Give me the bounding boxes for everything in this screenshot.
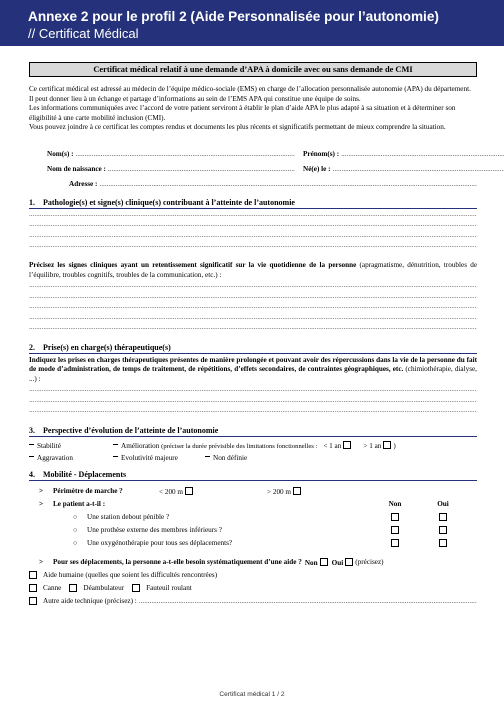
- close-paren: ): [393, 441, 396, 450]
- aide-question: Pour ses déplacements, la personne a-t-elle besoin systématiquement d’une aide ?: [53, 558, 302, 567]
- circle-bullet-icon: ○: [73, 526, 78, 535]
- prenom-label: Prénom(s) :: [303, 149, 340, 158]
- dotted-line: [29, 280, 477, 291]
- option-label: Amélioration: [121, 441, 160, 450]
- circle-bullet-icon: ○: [73, 513, 78, 522]
- autre-aide-row: [29, 595, 477, 608]
- dotted-line: [29, 301, 477, 312]
- aide-humaine-row: [29, 569, 477, 582]
- nom-field[interactable]: [76, 150, 295, 158]
- instruction-lead: Précisez les signes cliniques ayant un retentissement significatif sur la vie quotidienne de la personne: [29, 260, 357, 269]
- evolution-options-row-1: [29, 441, 477, 452]
- naissance-label: Nom de naissance :: [47, 164, 106, 173]
- section-title: Pathologie(s) et signe(s) clinique(s) contribuant à l’atteinte de l’autonomie: [43, 197, 295, 207]
- checkbox: [320, 558, 328, 566]
- perimetre-label: Périmètre de marche ?: [53, 487, 123, 496]
- adresse-field[interactable]: [99, 180, 477, 188]
- pathologie-lines[interactable]: [29, 209, 477, 251]
- dotted-line: [29, 395, 477, 406]
- arrow-marker: >: [39, 500, 44, 509]
- option-non-definie[interactable]: [205, 453, 247, 464]
- dotted-line: [29, 384, 477, 395]
- autre-aide-field[interactable]: [139, 597, 477, 605]
- item-label: Une station debout pénible ?: [87, 513, 170, 522]
- fauteuil-label: Fauteuil roulant: [146, 584, 192, 593]
- option-label: > 200 m: [267, 487, 292, 496]
- perimetre-row: [29, 485, 477, 498]
- arrow-marker: >: [39, 558, 44, 567]
- signes-lines[interactable]: [29, 280, 477, 333]
- prenom-field[interactable]: [341, 150, 504, 158]
- option-label: Oui: [331, 558, 344, 567]
- page-footer: Certificat médical 1 / 2: [219, 691, 285, 698]
- checkbox: [345, 558, 353, 566]
- intro-paragraph: Les informations communiquées avec l’accord de votre patient serviront à établir le plan d’aide APA le plus adapté à sa situation et à déterminer son éligibilité à une carte mobilité inclusion (CMI).: [29, 104, 456, 122]
- checkbox: [343, 441, 351, 449]
- checkbox-mark: [205, 456, 210, 457]
- evolution-options-row-2: [29, 453, 477, 464]
- checkbox-non[interactable]: [391, 526, 399, 534]
- aides-techniques-row: [29, 582, 477, 595]
- option-aide-non[interactable]: [305, 558, 330, 567]
- checkbox-canne[interactable]: [29, 584, 37, 592]
- instruction-lead: Indiquez les prises en charges thérapeutiques présentes de manière prolongée et pouvant avoir des répercussions dans la vie de la personne du fait de mode d’administration, de temps de traitement, de répétitions, d’effets secondaires, de contraintes géographiques, etc.: [29, 355, 477, 374]
- checkbox-fauteuil[interactable]: [132, 584, 140, 592]
- option-label: Aggravation: [37, 453, 73, 462]
- section-1-heading: [29, 198, 477, 209]
- option-label: Non définie: [213, 453, 248, 462]
- checkbox: [293, 487, 301, 495]
- checkbox-mark: [113, 444, 118, 445]
- adresse-label: Adresse :: [69, 179, 98, 188]
- list-item: [29, 524, 477, 537]
- option-aide-oui[interactable]: [332, 558, 356, 567]
- naissance-field[interactable]: [108, 165, 295, 173]
- circle-bullet-icon: ○: [73, 539, 78, 548]
- header-title: Annexe 2 pour le profil 2 (Aide Personnalisée pour l’autonomie): [28, 9, 439, 24]
- dotted-line: [29, 322, 477, 333]
- section-title: Perspective d’évolution de l’atteinte de l’autonomie: [43, 425, 219, 435]
- dotted-line: [29, 230, 477, 241]
- precisez-note: (précisez): [355, 558, 384, 567]
- checkbox-oui[interactable]: [439, 539, 447, 547]
- section-number: 3.: [29, 425, 35, 435]
- option-aggravation[interactable]: [29, 453, 113, 464]
- page-header: [0, 0, 504, 46]
- section-3-heading: [29, 426, 477, 437]
- checkbox-aide-humaine[interactable]: [29, 571, 37, 579]
- item-label: Une oxygénothérapie pour tous ses déplacements?: [87, 539, 233, 548]
- canne-label: Canne: [43, 584, 62, 593]
- section-2-heading: [29, 343, 477, 354]
- section-number: 2.: [29, 342, 35, 352]
- checkbox-mark: [29, 444, 34, 445]
- certificate-body: [29, 62, 477, 608]
- checkbox-autre-aide[interactable]: [29, 597, 37, 605]
- dotted-line: [29, 219, 477, 230]
- column-oui: Oui: [437, 500, 449, 509]
- nom-label: Nom(s) :: [47, 149, 74, 158]
- option-amelioration[interactable]: [113, 441, 317, 452]
- section-title: Mobilité - Déplacements: [43, 469, 127, 479]
- autre-aide-label: Autre aide technique (précisez) :: [43, 597, 137, 606]
- option-label: Stabilité: [37, 441, 61, 450]
- intro-text: [29, 85, 477, 133]
- item-label: Une prothèse externe des membres inférieurs ?: [87, 526, 222, 535]
- column-non: Non: [388, 500, 402, 509]
- option-gt-1an[interactable]: [363, 441, 396, 452]
- option-label: Non: [304, 558, 318, 567]
- intro-paragraph: Il peut donner lieu à un échange et partage d’informations au sein de l’EMS APA qui constitue une équipe de soins.: [29, 94, 361, 103]
- checkbox-oui[interactable]: [439, 526, 447, 534]
- intro-paragraph: Ce certificat médical est adressé au médecin de l’équipe médico-sociale (EMS) en charge de l’allocation personnalisée autonomie (APA) du département.: [29, 85, 471, 93]
- section-title: Prise(s) en charge(s) thérapeutique(s): [43, 342, 171, 352]
- dotted-line: [29, 405, 477, 416]
- option-note: (préciser la durée prévisible des limitations fonctionnelles :: [161, 442, 318, 450]
- option-stabilite[interactable]: [29, 441, 113, 452]
- option-label: < 200 m: [159, 487, 184, 496]
- instruction-rest: (apragmatisme, dénutrition, troubles de l’équilibre, troubles cognitifs, troubles de la communication, etc.) :: [29, 260, 478, 279]
- checkbox-non[interactable]: [391, 513, 399, 521]
- therapeutique-lines[interactable]: [29, 384, 477, 416]
- section-number: 1.: [29, 197, 35, 207]
- dotted-line: [29, 240, 477, 251]
- signes-cliniques-instruction: [29, 261, 477, 280]
- option-label: Evolutivité majeure: [121, 453, 178, 462]
- checkbox: [185, 487, 193, 495]
- list-item: [29, 537, 477, 550]
- dotted-line: [29, 312, 477, 323]
- section-number: 4.: [29, 469, 35, 479]
- dotted-line: [29, 291, 477, 302]
- option-label: > 1 an: [363, 441, 382, 450]
- prises-en-charge-instruction: [29, 356, 477, 385]
- header-subtitle: // Certificat Médical: [28, 26, 139, 41]
- checkbox-mark: [29, 456, 34, 457]
- mobilite-block: [29, 485, 477, 608]
- option-evolutivite[interactable]: [113, 453, 205, 464]
- option-gt-200m[interactable]: [267, 487, 303, 496]
- nele-label: Né(e) le :: [303, 164, 331, 173]
- option-lt-200m[interactable]: [159, 487, 267, 496]
- nele-field[interactable]: [333, 165, 504, 173]
- checkbox-non[interactable]: [391, 539, 399, 547]
- patient-label: Le patient a-t-il :: [53, 500, 106, 509]
- document-title: Certificat médical relatif à une demande d’APA à domicile avec ou sans demande de CMI: [29, 62, 477, 77]
- aide-question-row: [29, 556, 477, 569]
- checkbox-mark: [113, 456, 118, 457]
- dotted-line: [29, 209, 477, 220]
- deambulateur-label: Déambulateur: [83, 584, 125, 593]
- checkbox: [383, 441, 391, 449]
- option-lt-1an[interactable]: [323, 441, 353, 452]
- patient-row: [29, 498, 477, 511]
- patient-fields: [29, 143, 477, 188]
- list-item: [29, 511, 477, 524]
- checkbox-deambulateur[interactable]: [69, 584, 77, 592]
- instruction-rest: (chimiothérapie, dialyse, ...) :: [29, 365, 477, 383]
- aide-humaine-label: Aide humaine (quelles que soient les difficultés rencontrées): [43, 571, 218, 580]
- section-4-heading: [29, 470, 477, 481]
- intro-paragraph: Vous pouvez joindre à ce certificat les comptes rendus et documents les plus récents et significatifs permettant de mieux comprendre la situation.: [29, 123, 446, 132]
- arrow-marker: >: [39, 487, 44, 496]
- option-label: < 1 an: [323, 441, 342, 450]
- checkbox-oui[interactable]: [439, 513, 447, 521]
